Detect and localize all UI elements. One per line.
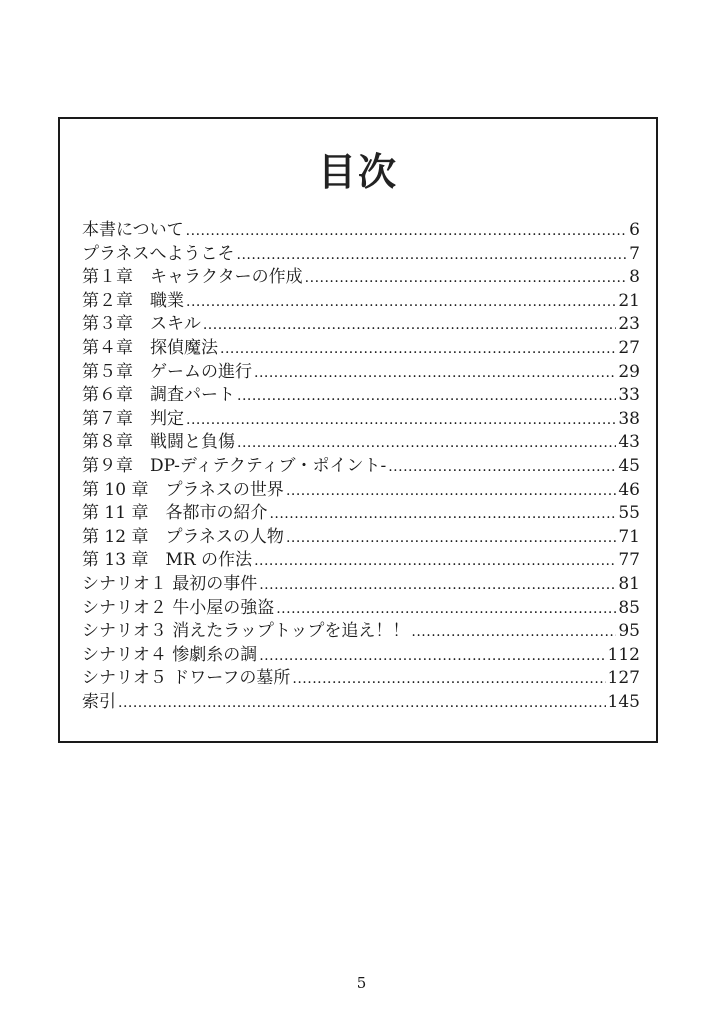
- toc-entry[interactable]: [82, 667, 640, 691]
- page-title: 目次: [317, 150, 398, 194]
- page-number: 5: [356, 974, 367, 992]
- toc-entry[interactable]: [82, 620, 640, 644]
- toc-entry-label: 第９章 DP-ディテクティブ・ポイント-: [82, 455, 387, 476]
- toc-entry-label: 第 10 章 プラネスの世界: [82, 479, 284, 500]
- dot-leader: [254, 549, 616, 574]
- toc-entry-page: 6: [629, 220, 640, 240]
- dot-leader: [186, 219, 628, 244]
- toc-entry[interactable]: [82, 361, 640, 385]
- toc-entry-label: 本書について: [82, 220, 184, 240]
- dot-leader: [411, 620, 616, 645]
- toc-entry-label: 第７章 判定: [82, 408, 184, 429]
- dot-leader: [220, 337, 616, 362]
- toc-entry[interactable]: [82, 644, 640, 668]
- toc-entry-page: 43: [618, 432, 640, 453]
- toc-entry-page: 8: [629, 267, 640, 288]
- dot-leader: [388, 455, 616, 480]
- toc-entry-label: 索引: [82, 691, 116, 712]
- toc-entry-label: シナリオ１ 最初の事件: [82, 573, 258, 594]
- toc-entry-page: 112: [607, 644, 640, 665]
- dot-leader: [276, 597, 616, 622]
- toc-entry-label: 第 13 章 MR の作法: [82, 550, 253, 571]
- dot-leader: [286, 526, 616, 551]
- toc-entry[interactable]: [82, 266, 640, 290]
- toc-entry-page: 33: [618, 385, 640, 406]
- toc-entry-label: プラネスへようこそ: [82, 243, 235, 264]
- toc-entry[interactable]: [82, 219, 640, 243]
- toc-entry[interactable]: [82, 243, 640, 267]
- toc-entry-label: 第 11 章 各都市の紹介: [82, 503, 268, 524]
- dot-leader: [237, 384, 616, 409]
- toc-entry-page: 45: [618, 455, 640, 476]
- toc-entry-label: シナリオ３ 消えたラップトップを追え！！: [82, 621, 410, 642]
- toc-entry[interactable]: [82, 597, 640, 621]
- dot-leader: [237, 243, 628, 268]
- dot-leader: [186, 408, 616, 433]
- toc-entry[interactable]: [82, 408, 640, 432]
- toc-entry[interactable]: [82, 455, 640, 479]
- toc-entry-label: シナリオ４ 惨劇糸の調: [82, 644, 258, 665]
- toc-entry[interactable]: [82, 573, 640, 597]
- toc-entry-page: 127: [607, 668, 640, 689]
- dot-leader: [305, 266, 628, 291]
- toc-entry-page: 27: [618, 337, 640, 358]
- dot-leader: [269, 502, 616, 527]
- toc-entry-label: 第 12 章 プラネスの人物: [82, 526, 284, 547]
- dot-leader: [118, 691, 606, 716]
- toc-entry-page: 7: [629, 243, 640, 264]
- table-of-contents-box: [58, 117, 658, 743]
- toc-entry[interactable]: [82, 313, 640, 337]
- toc-entry-label: 第４章 探偵魔法: [82, 337, 218, 358]
- toc-entry-page: 71: [618, 526, 640, 547]
- dot-leader: [186, 290, 616, 315]
- toc-entry-page: 85: [618, 597, 640, 618]
- toc-entry-page: 38: [618, 408, 640, 429]
- toc-entry[interactable]: [82, 502, 640, 526]
- toc-entry[interactable]: [82, 290, 640, 314]
- toc-entry-page: 46: [618, 479, 640, 500]
- dot-leader: [259, 644, 605, 669]
- toc-entry-label: 第６章 調査パート: [82, 385, 235, 406]
- toc-entry-label: 第３章 スキル: [82, 314, 201, 335]
- toc-entry-label: 第８章 戦闘と負傷: [82, 432, 235, 453]
- toc-entry-page: 21: [618, 290, 640, 311]
- toc-entry[interactable]: [82, 549, 640, 573]
- toc-entry[interactable]: [82, 431, 640, 455]
- toc-entry[interactable]: [82, 526, 640, 550]
- toc-entry[interactable]: [82, 384, 640, 408]
- dot-leader: [237, 431, 616, 456]
- dot-leader: [259, 573, 616, 598]
- toc-entry-page: 55: [618, 503, 640, 524]
- toc-entry[interactable]: [82, 337, 640, 361]
- toc-entry-label: シナリオ５ ドワーフの墓所: [82, 668, 291, 689]
- toc-entry-page: 23: [618, 314, 640, 335]
- toc-entry-page: 81: [618, 573, 640, 594]
- dot-leader: [286, 479, 616, 504]
- toc-entry-label: 第５章 ゲームの進行: [82, 361, 252, 382]
- toc-entry-page: 77: [618, 550, 640, 571]
- toc-entry-label: 第１章 キャラクターの作成: [82, 267, 303, 288]
- toc-entry-page: 95: [618, 621, 640, 642]
- toc-entry-page: 145: [607, 691, 640, 712]
- toc-entry[interactable]: [82, 691, 640, 715]
- toc-entry-label: 第２章 職業: [82, 290, 184, 311]
- dot-leader: [254, 361, 616, 386]
- toc-entry-page: 29: [618, 361, 640, 382]
- dot-leader: [292, 667, 605, 692]
- toc-entry-label: シナリオ２ 牛小屋の強盗: [82, 597, 275, 618]
- toc-entry[interactable]: [82, 479, 640, 503]
- dot-leader: [203, 313, 617, 338]
- toc-list: [82, 219, 640, 714]
